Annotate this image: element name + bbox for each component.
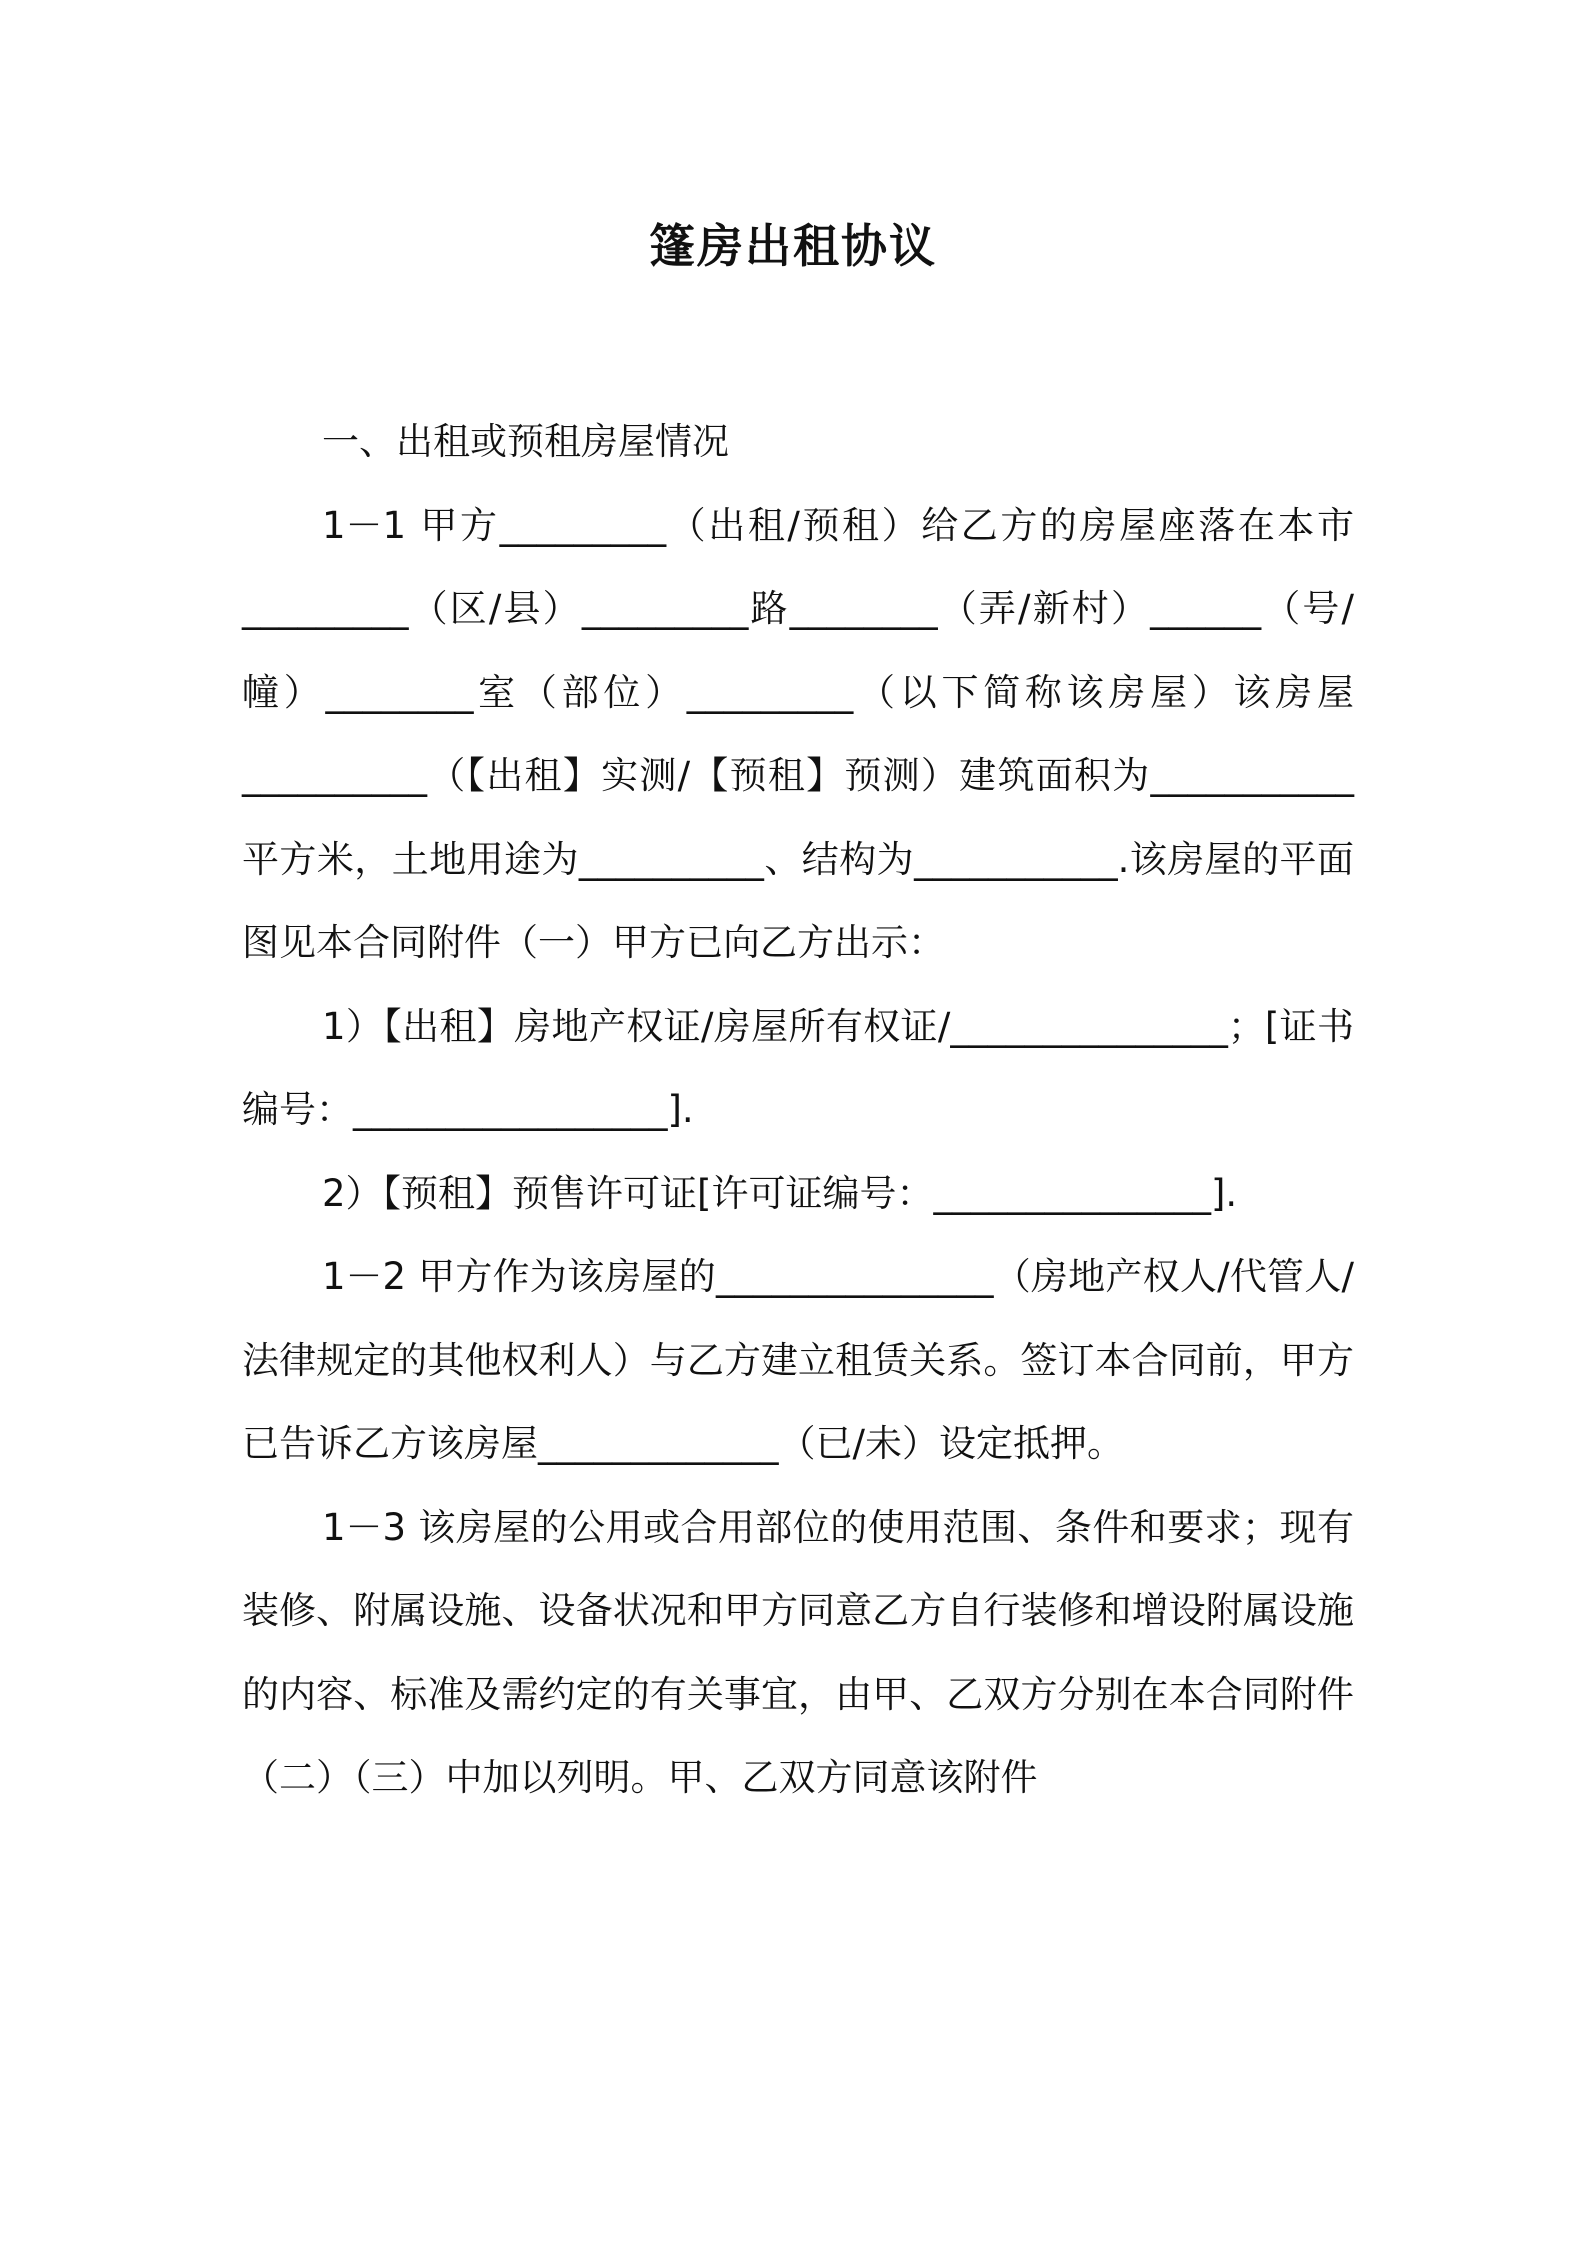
clause-1-1-item-1: 1）【出租】房地产权证/房屋所有权证/_______________；[证书编号：_________________]. bbox=[242, 1004, 1354, 1131]
section-heading-1: 一、出租或预租房屋情况 bbox=[322, 420, 729, 463]
clause-1-1: 1－1 甲方_________（出租/预租）给乙方的房屋座落在本市_________（区/县）_________路________（弄/新村）______（号/幢）________室（部位）_________（以下简称该房屋）该房屋__________（【出租】实测/【预租】预测）建筑面积为___________平方米，土地用途为__________、结构为___________.该房屋的平面图见本合同附件（一）甲方已向乙方出示： bbox=[242, 503, 1354, 964]
clause-1-2: 1－2 甲方作为该房屋的_______________（房地产权人/代管人/法律规定的其他权利人）与乙方建立租赁关系。签订本合同前，甲方已告诉乙方该房屋_____________（已/未）设定抵押。 bbox=[242, 1255, 1354, 1465]
clause-1-1-item-2: 2）【预租】预售许可证[许可证编号：_______________]. bbox=[322, 1171, 1238, 1215]
document-title: 篷房出租协议 bbox=[649, 219, 937, 273]
document-body bbox=[242, 400, 1354, 1820]
clause-1-3: 1－3 该房屋的公用或合用部位的使用范围、条件和要求；现有装修、附属设施、设备状况和甲方同意乙方自行装修和增设附属设施的内容、标准及需约定的有关事宜，由甲、乙双方分别在本合同附件（二）（三）中加以列明。甲、乙双方同意该附件 bbox=[242, 1505, 1354, 1799]
